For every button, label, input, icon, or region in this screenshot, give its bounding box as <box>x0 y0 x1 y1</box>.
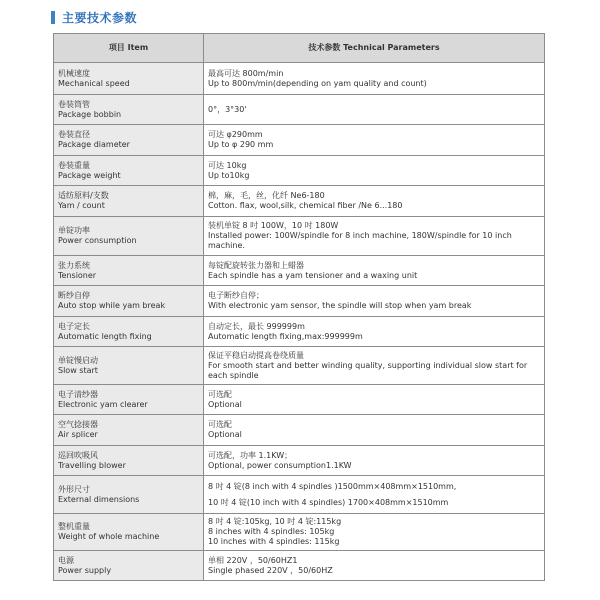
param-line: With electronic yam sensor, the spindle will stop when yam break <box>208 301 472 310</box>
item-name-en: Power consumption <box>58 236 137 245</box>
param-cell <box>204 317 545 347</box>
item-name-cn: 外形尺寸 <box>58 484 90 494</box>
item-name-en: Mechanical speed <box>58 78 130 88</box>
item-name-cn: 电子定长 <box>58 321 90 331</box>
item-name-en: External dimensions <box>58 494 140 504</box>
item-name-cn: 断纱自停 <box>58 291 90 300</box>
param-line: Each spindle has a yam tensioner and a waxing unit <box>208 270 418 280</box>
item-name-en: Electronic yam clearer <box>58 399 148 409</box>
item-name-en: Travelling blower <box>58 460 126 470</box>
heading-accent-bar <box>51 11 55 24</box>
item-name-cn: 机械速度 <box>58 68 90 78</box>
column-header-item: 项目 Item <box>54 34 204 63</box>
param-cell <box>204 63 545 95</box>
table-row <box>54 63 545 95</box>
param-line: 单相 220V ，50/60HZ1 <box>208 555 298 565</box>
param-line: 8 吋 4 锭:105kg, 10 吋 4 锭:115kg <box>208 517 342 526</box>
param-line: 可选配 <box>208 420 232 429</box>
param-line: Single phased 220V ，50/60HZ <box>208 565 333 575</box>
item-name-en: Yam / count <box>58 201 105 210</box>
table-header-row <box>54 34 545 63</box>
item-name-cn: 电子清纱器 <box>58 389 98 399</box>
item-cell <box>54 156 204 186</box>
param-line: Optional <box>208 430 242 439</box>
param-line: 8 吋 4 锭(8 inch with 4 spindles )1500mm×408mm×1510mm, <box>208 481 457 491</box>
param-line: 10 吋 4 锭(10 inch with 4 spindles) 1700×408mm×1510mm <box>208 497 449 507</box>
item-cell <box>54 514 204 551</box>
param-cell <box>204 256 545 286</box>
param-line: Up to10kg <box>208 170 250 180</box>
param-cell <box>204 514 545 551</box>
item-name-cn: 单锭慢启动 <box>58 355 98 365</box>
table-row <box>54 217 545 256</box>
param-line: 10 inches with 4 spindles: 115kg <box>208 537 340 546</box>
table-row <box>54 256 545 286</box>
item-name-cn: 卷装直径 <box>58 130 90 139</box>
param-cell <box>204 551 545 581</box>
item-name-cn: 电源 <box>58 555 74 565</box>
item-cell <box>54 286 204 317</box>
param-line: Installed power: 100W/spindle for 8 inch machine, 180W/spindle for 10 inch machine. <box>208 231 512 250</box>
section-heading <box>51 9 137 25</box>
param-line: 电子断纱自停； <box>208 291 264 300</box>
param-cell <box>204 446 545 476</box>
param-line: 棉，麻，毛，丝，化纤 Ne6-180 <box>208 191 325 200</box>
item-name-en: Auto stop while yam break <box>58 301 166 310</box>
param-cell <box>204 415 545 446</box>
item-cell <box>54 317 204 347</box>
table-row <box>54 446 545 476</box>
item-name-en: Slow start <box>58 365 98 375</box>
item-name-en: Tensioner <box>58 270 97 280</box>
item-name-cn: 张力系统 <box>58 260 90 270</box>
param-line: 8 inches with 4 spindles: 105kg <box>208 527 335 536</box>
table-row <box>54 317 545 347</box>
table-row <box>54 385 545 415</box>
item-cell <box>54 256 204 286</box>
param-line: Optional <box>208 399 242 409</box>
item-cell <box>54 476 204 514</box>
item-cell <box>54 347 204 385</box>
item-cell <box>54 551 204 581</box>
table-row <box>54 95 545 125</box>
technical-parameters-table <box>53 33 545 581</box>
item-cell <box>54 95 204 125</box>
param-cell <box>204 186 545 217</box>
item-name-cn: 适纺原料/支数 <box>58 191 109 200</box>
table-row <box>54 551 545 581</box>
param-line: 保证平稳启动提高卷绕质量 <box>208 350 304 360</box>
param-line: Cotton. flax, wool,silk, chemical fiber /Ne 6...180 <box>208 201 403 210</box>
param-line: 可达 10kg <box>208 160 247 170</box>
table-row <box>54 347 545 385</box>
item-name-en: Package bobbin <box>58 109 122 119</box>
param-cell <box>204 156 545 186</box>
item-name-cn: 整机重量 <box>58 522 90 531</box>
item-cell <box>54 217 204 256</box>
table-row <box>54 125 545 156</box>
column-header-parameters: 技术参数 Technical Parameters <box>204 34 545 63</box>
item-name-en: Automatic length fixing <box>58 331 152 341</box>
param-cell <box>204 95 545 125</box>
param-line: 可选配，功率 1.1KW； <box>208 450 293 460</box>
param-line: 自动定长，最长 999999m <box>208 321 305 331</box>
param-line: Up to φ 290 mm <box>208 140 274 149</box>
item-cell <box>54 446 204 476</box>
item-cell <box>54 385 204 415</box>
item-name-cn: 卷装重量 <box>58 160 90 170</box>
param-cell <box>204 125 545 156</box>
param-line: 可选配 <box>208 389 232 399</box>
item-name-en: Power supply <box>58 565 112 575</box>
table-row <box>54 156 545 186</box>
item-name-en: Package diameter <box>58 140 130 149</box>
param-line: For smooth start and better winding quality, supporting individual slow start for each spindle <box>208 360 528 380</box>
table-row <box>54 415 545 446</box>
item-name-cn: 空气捻接器 <box>58 420 98 429</box>
item-name-en: Weight of whole machine <box>58 532 160 541</box>
item-name-en: Package weight <box>58 170 121 180</box>
param-line: 0°，3°30' <box>208 104 247 114</box>
item-name-en: Air splicer <box>58 430 98 439</box>
param-cell <box>204 476 545 514</box>
table-row <box>54 286 545 317</box>
item-cell <box>54 415 204 446</box>
param-cell <box>204 217 545 256</box>
param-cell <box>204 347 545 385</box>
param-cell <box>204 286 545 317</box>
param-line: 最高可达 800m/min <box>208 68 284 78</box>
item-cell <box>54 186 204 217</box>
table-row <box>54 186 545 217</box>
param-cell <box>204 385 545 415</box>
param-line: Up to 800m/min(depending on yam quality and count) <box>208 78 427 88</box>
param-line: 装机单锭 8 吋 100W，10 吋 180W <box>208 221 339 230</box>
table-row <box>54 476 545 514</box>
item-name-cn: 单锭功率 <box>58 226 90 235</box>
section-title: 主要技术参数 <box>62 10 138 25</box>
param-line: 每锭配旋转张力器和上蜡器 <box>208 260 304 270</box>
item-cell <box>54 125 204 156</box>
param-line: 可达 φ290mm <box>208 130 263 139</box>
param-line: Optional, power consumption1.1KW <box>208 460 352 470</box>
table-row <box>54 514 545 551</box>
param-line: Automatic length fixing,max:999999m <box>208 331 363 341</box>
item-cell <box>54 63 204 95</box>
item-name-cn: 巡回吹吸风 <box>58 450 98 460</box>
item-name-cn: 卷装筒管 <box>58 99 90 109</box>
